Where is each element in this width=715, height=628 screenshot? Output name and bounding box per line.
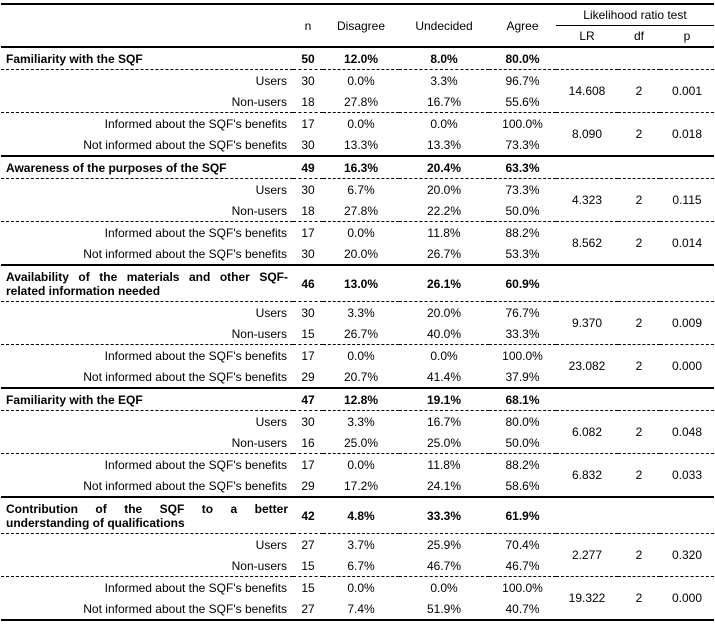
row-label: Not informed about the SQF's benefits bbox=[1, 134, 293, 156]
cell-disagree: 0.0% bbox=[347, 580, 375, 595]
section-disagree: 16.3% bbox=[323, 156, 399, 179]
cell-agree: 88.2% bbox=[505, 457, 540, 472]
cell-agree: 70.4% bbox=[505, 537, 540, 552]
cell-n: 18 bbox=[293, 91, 323, 113]
cell-undecided: 51.9% bbox=[426, 601, 462, 616]
col-header-undecided: Undecided bbox=[399, 4, 489, 47]
cell-undecided: 25.0% bbox=[399, 432, 489, 454]
cell-disagree: 26.7% bbox=[323, 323, 399, 345]
data-row bbox=[1, 577, 714, 599]
col-header-df: df bbox=[618, 26, 660, 48]
cell-agree: 53.3% bbox=[489, 243, 556, 265]
section-lrt-p-empty bbox=[660, 388, 714, 411]
cell-agree: 96.7% bbox=[505, 73, 540, 88]
col-header-agree: Agree bbox=[489, 4, 556, 47]
table-body bbox=[1, 47, 714, 620]
lrt-lr: 8.090 bbox=[556, 113, 618, 157]
section-agree: 68.1% bbox=[489, 388, 556, 411]
cell-agree: 73.3% bbox=[505, 182, 540, 197]
row-label: Users bbox=[255, 414, 287, 429]
cell-agree: 50.0% bbox=[489, 432, 556, 454]
lrt-p: 0.320 bbox=[660, 534, 714, 577]
lrt-lr: 19.322 bbox=[568, 591, 606, 605]
section-lrt-lr-empty bbox=[556, 47, 618, 70]
row-label: Informed about the SQF's benefits bbox=[104, 580, 287, 595]
section-undecided: 8.0% bbox=[399, 47, 489, 70]
section-title: Contribution of the SQF to a better understanding of qualifications bbox=[1, 497, 293, 534]
cell-agree: 40.7% bbox=[505, 601, 540, 616]
section-lrt-df-empty bbox=[618, 497, 660, 534]
section-title: Awareness of the purposes of the SQF bbox=[1, 156, 293, 179]
cell-disagree: 7.4% bbox=[347, 601, 375, 616]
cell-n: 15 bbox=[293, 555, 323, 577]
lrt-df: 2 bbox=[618, 113, 660, 157]
row-label: Users bbox=[255, 537, 287, 552]
cell-n: 18 bbox=[293, 200, 323, 222]
cell-disagree: 27.8% bbox=[323, 200, 399, 222]
cell-disagree: 0.0% bbox=[347, 225, 375, 240]
cell-n: 29 bbox=[293, 366, 323, 388]
row-label: Non-users bbox=[1, 323, 293, 345]
table-header bbox=[1, 4, 714, 47]
lrt-p: 0.014 bbox=[660, 222, 714, 266]
cell-disagree: 20.7% bbox=[323, 366, 399, 388]
data-row bbox=[1, 179, 714, 201]
lrt-p: 0.009 bbox=[660, 302, 714, 345]
lrt-df: 2 bbox=[618, 222, 660, 266]
cell-disagree: 27.8% bbox=[323, 91, 399, 113]
lrt-p: 0.048 bbox=[660, 411, 714, 454]
row-label: Not informed about the SQF's benefits bbox=[1, 475, 293, 497]
cell-n: 17 bbox=[301, 348, 315, 363]
row-label: Non-users bbox=[1, 91, 293, 113]
row-label: Informed about the SQF's benefits bbox=[104, 457, 287, 472]
cell-n: 30 bbox=[293, 134, 323, 156]
cell-n: 30 bbox=[301, 73, 315, 88]
cell-undecided: 11.8% bbox=[427, 457, 461, 472]
cell-agree: 58.6% bbox=[489, 475, 556, 497]
col-header-p: p bbox=[660, 26, 714, 48]
cell-disagree: 0.0% bbox=[347, 116, 375, 131]
section-lrt-lr-empty bbox=[556, 388, 618, 411]
results-table bbox=[1, 3, 714, 621]
cell-undecided: 11.8% bbox=[427, 225, 461, 240]
cell-agree: 55.6% bbox=[489, 91, 556, 113]
cell-disagree: 0.0% bbox=[347, 348, 375, 363]
cell-agree: 33.3% bbox=[489, 323, 556, 345]
cell-agree: 76.7% bbox=[505, 305, 540, 320]
section-header-row bbox=[1, 47, 714, 70]
cell-n: 15 bbox=[293, 323, 323, 345]
lrt-lr: 23.082 bbox=[556, 345, 618, 389]
lrt-df: 2 bbox=[618, 454, 660, 498]
lrt-df: 2 bbox=[618, 411, 660, 454]
row-label: Not informed about the SQF's benefits bbox=[83, 601, 287, 616]
lrt-p: 0.018 bbox=[660, 113, 714, 157]
cell-disagree: 0.0% bbox=[347, 73, 375, 88]
section-header-row bbox=[1, 388, 714, 411]
data-row bbox=[1, 534, 714, 556]
cell-n: 27 bbox=[301, 601, 315, 616]
cell-undecided: 22.2% bbox=[399, 200, 489, 222]
cell-undecided: 3.3% bbox=[430, 73, 458, 88]
cell-n: 30 bbox=[301, 305, 315, 320]
cell-agree: 88.2% bbox=[505, 225, 540, 240]
row-label: Users bbox=[255, 305, 287, 320]
row-label: Informed about the SQF's benefits bbox=[104, 116, 287, 131]
cell-disagree: 0.0% bbox=[347, 457, 375, 472]
lrt-p: 0.115 bbox=[660, 179, 714, 222]
row-label: Non-users bbox=[1, 555, 293, 577]
cell-n: 17 bbox=[301, 116, 315, 131]
section-lrt-p-empty bbox=[660, 497, 714, 534]
section-lrt-lr-empty bbox=[556, 497, 618, 534]
cell-disagree: 13.3% bbox=[323, 134, 399, 156]
cell-n: 15 bbox=[301, 580, 315, 595]
section-n: 46 bbox=[293, 265, 323, 302]
cell-n: 30 bbox=[301, 414, 315, 429]
section-lrt-lr-empty bbox=[556, 156, 618, 179]
section-lrt-df-empty bbox=[618, 265, 660, 302]
lrt-df: 2 bbox=[618, 70, 660, 113]
data-row bbox=[1, 113, 714, 135]
section-lrt-lr-empty bbox=[556, 265, 618, 302]
lrt-p: 0.033 bbox=[660, 454, 714, 498]
section-undecided: 20.4% bbox=[399, 156, 489, 179]
lrt-df: 2 bbox=[618, 534, 660, 577]
cell-undecided: 0.0% bbox=[430, 116, 458, 131]
cell-disagree: 20.0% bbox=[323, 243, 399, 265]
section-lrt-p-empty bbox=[660, 47, 714, 70]
section-agree: 60.9% bbox=[489, 265, 556, 302]
lrt-lr: 9.370 bbox=[556, 302, 618, 345]
section-header-row bbox=[1, 156, 714, 179]
data-row bbox=[1, 345, 714, 367]
section-n: 50 bbox=[293, 47, 323, 70]
section-undecided: 19.1% bbox=[399, 388, 489, 411]
lrt-df: 2 bbox=[618, 302, 660, 345]
section-lrt-p-empty bbox=[660, 156, 714, 179]
lrt-df: 2 bbox=[635, 591, 643, 605]
row-label: Informed about the SQF's benefits bbox=[104, 225, 287, 240]
cell-agree: 100.0% bbox=[502, 580, 543, 595]
cell-undecided: 16.7% bbox=[399, 91, 489, 113]
section-lrt-p-empty bbox=[660, 265, 714, 302]
cell-agree: 50.0% bbox=[489, 200, 556, 222]
lrt-lr: 6.832 bbox=[556, 454, 618, 498]
cell-agree: 37.9% bbox=[489, 366, 556, 388]
corner-cell bbox=[1, 4, 293, 47]
section-header-row bbox=[1, 497, 714, 534]
section-header-row bbox=[1, 265, 714, 302]
cell-disagree: 6.7% bbox=[347, 182, 375, 197]
section-disagree: 12.0% bbox=[323, 47, 399, 70]
cell-n: 30 bbox=[301, 182, 315, 197]
data-row bbox=[1, 70, 714, 92]
cell-undecided: 13.3% bbox=[399, 134, 489, 156]
lrt-p: 0.000 bbox=[671, 591, 703, 605]
cell-disagree: 3.7% bbox=[347, 537, 375, 552]
cell-undecided: 20.0% bbox=[426, 182, 462, 197]
cell-disagree: 3.3% bbox=[347, 305, 375, 320]
cell-n: 17 bbox=[301, 457, 315, 472]
cell-undecided: 26.7% bbox=[399, 243, 489, 265]
col-header-lr: LR bbox=[556, 26, 618, 48]
section-agree: 80.0% bbox=[489, 47, 556, 70]
col-header-disagree: Disagree bbox=[323, 4, 399, 47]
row-label: Not informed about the SQF's benefits bbox=[1, 243, 293, 265]
section-disagree: 13.0% bbox=[323, 265, 399, 302]
cell-undecided: 41.4% bbox=[399, 366, 489, 388]
col-header-n: n bbox=[293, 4, 323, 47]
section-lrt-df-empty bbox=[618, 47, 660, 70]
cell-disagree: 6.7% bbox=[323, 555, 399, 577]
cell-n: 17 bbox=[301, 225, 315, 240]
row-label: Informed about the SQF's benefits bbox=[104, 348, 287, 363]
cell-n: 16 bbox=[293, 432, 323, 454]
cell-undecided: 25.9% bbox=[426, 537, 462, 552]
section-n: 47 bbox=[293, 388, 323, 411]
section-lrt-df-empty bbox=[618, 156, 660, 179]
cell-agree: 73.3% bbox=[489, 134, 556, 156]
lrt-lr: 8.562 bbox=[556, 222, 618, 266]
section-undecided: 33.3% bbox=[399, 497, 489, 534]
section-disagree: 12.8% bbox=[323, 388, 399, 411]
cell-undecided: 0.0% bbox=[430, 348, 458, 363]
lrt-lr: 6.082 bbox=[556, 411, 618, 454]
lrt-df: 2 bbox=[618, 179, 660, 222]
cell-n: 30 bbox=[293, 243, 323, 265]
data-row bbox=[1, 222, 714, 244]
data-row bbox=[1, 454, 714, 476]
row-label: Non-users bbox=[1, 200, 293, 222]
section-n: 49 bbox=[293, 156, 323, 179]
section-agree: 61.9% bbox=[489, 497, 556, 534]
cell-disagree: 25.0% bbox=[323, 432, 399, 454]
lrt-lr: 2.277 bbox=[556, 534, 618, 577]
lrt-group-header: Likelihood ratio test bbox=[556, 4, 714, 26]
lrt-lr: 14.608 bbox=[556, 70, 618, 113]
row-label: Users bbox=[255, 73, 287, 88]
lrt-p: 0.000 bbox=[660, 345, 714, 389]
cell-undecided: 16.7% bbox=[426, 414, 462, 429]
section-agree: 63.3% bbox=[489, 156, 556, 179]
cell-agree: 46.7% bbox=[489, 555, 556, 577]
cell-undecided: 24.1% bbox=[399, 475, 489, 497]
section-undecided: 26.1% bbox=[399, 265, 489, 302]
section-n: 42 bbox=[293, 497, 323, 534]
data-row bbox=[1, 411, 714, 433]
header-row-1 bbox=[1, 4, 714, 26]
cell-disagree: 17.2% bbox=[323, 475, 399, 497]
section-lrt-df-empty bbox=[618, 388, 660, 411]
row-label: Not informed about the SQF's benefits bbox=[1, 366, 293, 388]
cell-disagree: 3.3% bbox=[347, 414, 375, 429]
cell-agree: 100.0% bbox=[502, 116, 543, 131]
section-title: Familiarity with the EQF bbox=[1, 388, 293, 411]
section-disagree: 4.8% bbox=[323, 497, 399, 534]
row-label: Users bbox=[255, 182, 287, 197]
cell-n: 29 bbox=[293, 475, 323, 497]
lrt-df: 2 bbox=[618, 345, 660, 389]
lrt-lr: 4.323 bbox=[556, 179, 618, 222]
cell-undecided: 20.0% bbox=[426, 305, 462, 320]
lrt-p: 0.001 bbox=[660, 70, 714, 113]
cell-agree: 100.0% bbox=[502, 348, 543, 363]
cell-undecided: 0.0% bbox=[430, 580, 458, 595]
data-row bbox=[1, 302, 714, 324]
cell-undecided: 40.0% bbox=[399, 323, 489, 345]
section-title: Availability of the materials and other SQF-related information needed bbox=[1, 265, 293, 302]
cell-agree: 80.0% bbox=[505, 414, 540, 429]
row-label: Non-users bbox=[1, 432, 293, 454]
cell-undecided: 46.7% bbox=[399, 555, 489, 577]
cell-n: 27 bbox=[301, 537, 315, 552]
section-title: Familiarity with the SQF bbox=[1, 47, 293, 70]
